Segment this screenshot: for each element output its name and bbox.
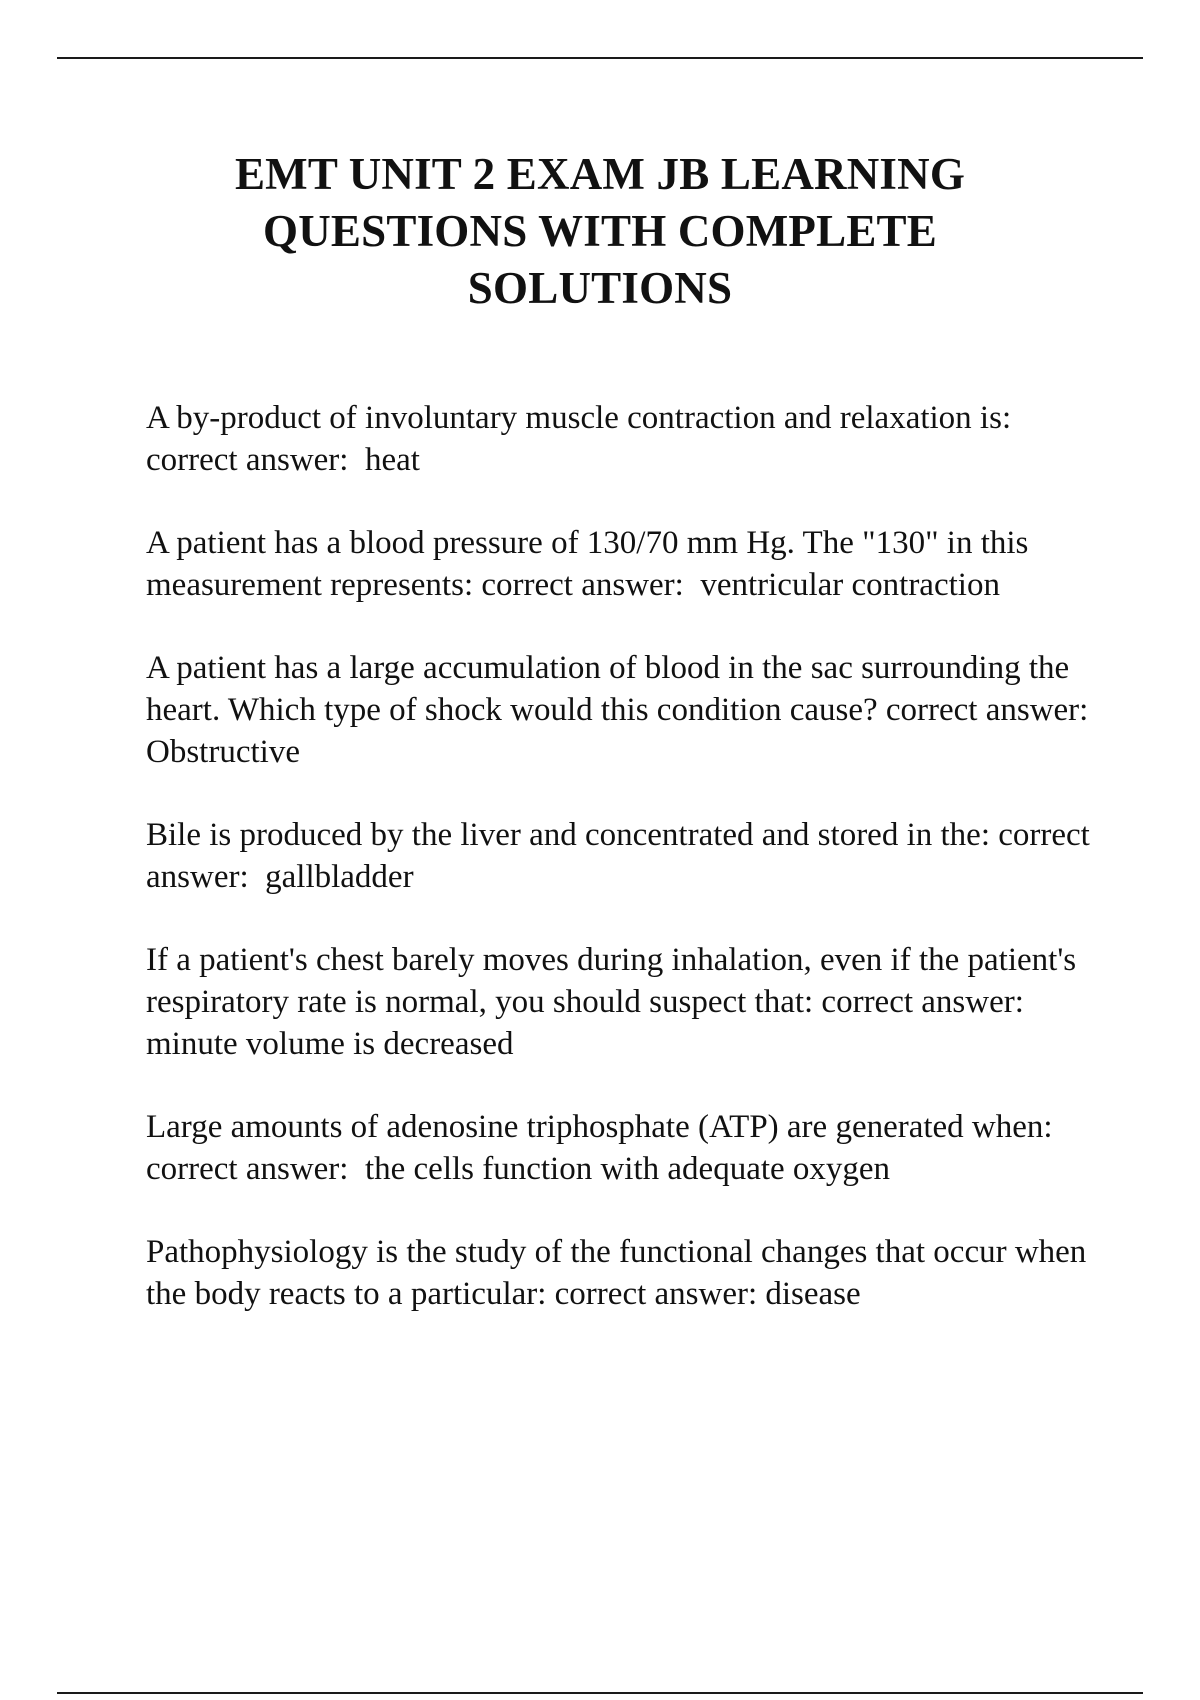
question-item: A patient has a large accumulation of blood in the sac surrounding the heart. Which type of shock would this condition cause? correct answer: Obstructive <box>146 650 1105 770</box>
question-item: Pathophysiology is the study of the functional changes that occur when the body reacts to a particular: correct answer: disease <box>146 1234 1095 1312</box>
document-title: EMT UNIT 2 EXAM JB LEARNING QUESTIONS WITH COMPLETE SOLUTIONS <box>234 149 966 313</box>
question-item: A by-product of involuntary muscle contraction and relaxation is: correct answer: heat <box>146 400 1020 478</box>
bottom-divider <box>57 1692 1143 1694</box>
question-item: A patient has a blood pressure of 130/70 mm Hg. The "130" in this measurement represents: correct answer: ventricular contraction <box>146 525 1037 603</box>
question-list <box>146 397 1106 1356</box>
question-item: Bile is produced by the liver and concentrated and stored in the: correct answer: gallbladder <box>146 817 1099 895</box>
question-item: Large amounts of adenosine triphosphate (ATP) are generated when: correct answer: the cells function with adequate oxygen <box>146 1109 1061 1187</box>
question-item: If a patient's chest barely moves during inhalation, even if the patient's respiratory rate is normal, you should suspect that: correct answer: minute volume is decreased <box>146 942 1085 1062</box>
top-divider <box>57 57 1143 59</box>
